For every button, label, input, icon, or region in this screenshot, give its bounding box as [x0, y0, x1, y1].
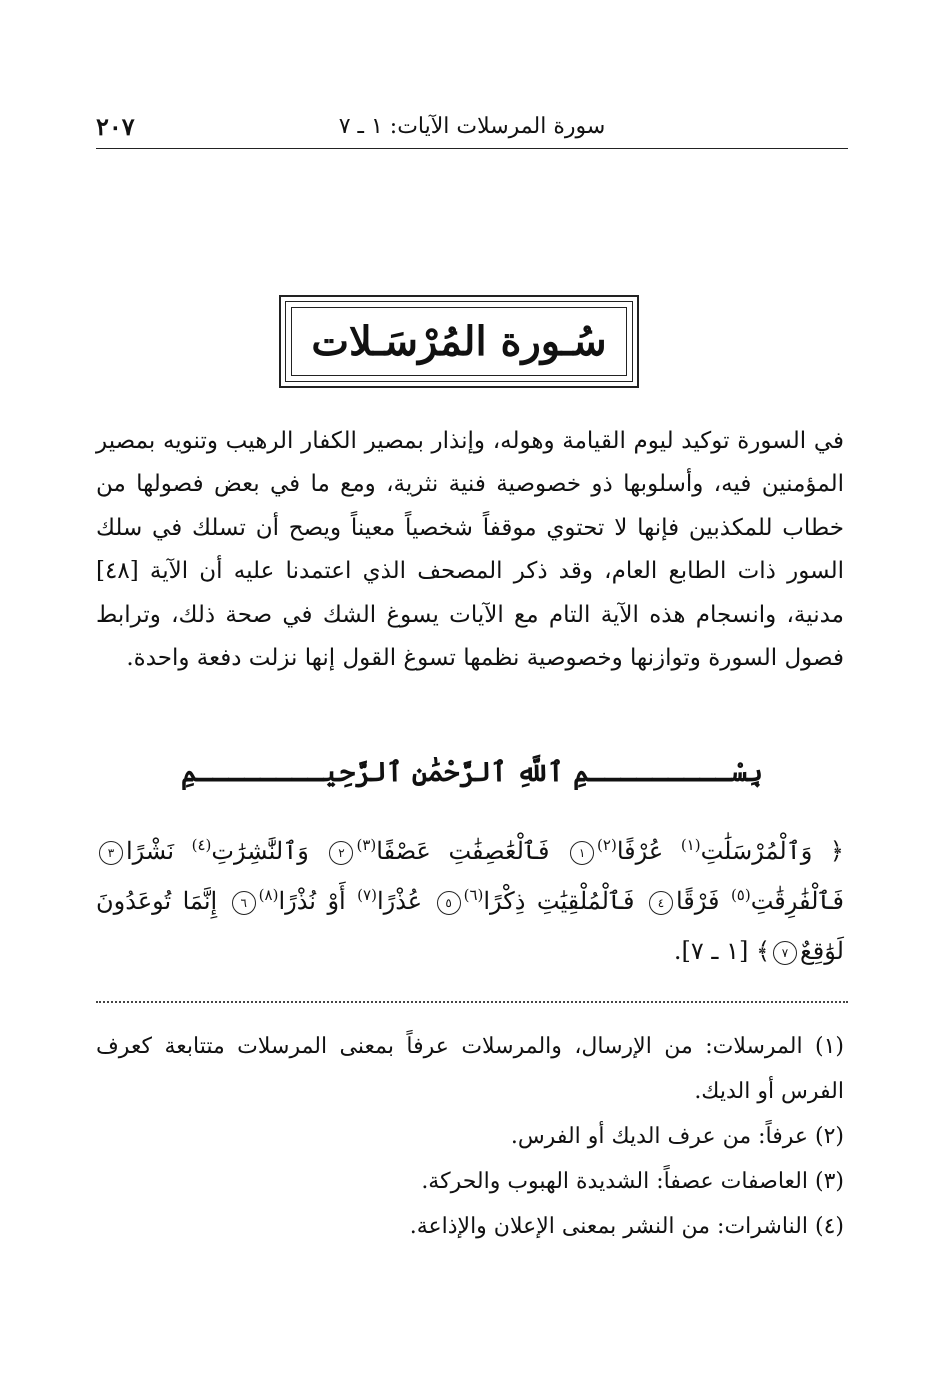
surah-title-frame: [279, 295, 639, 388]
footnotes: [96, 1024, 844, 1249]
footnote-2: (٢) عرفاً: من عرف الديك أو الفرس.: [510, 1124, 844, 1149]
ayah-number-marker: ٧: [773, 941, 797, 965]
header-rule: [96, 148, 848, 149]
ayah-number-marker: ٤: [649, 891, 673, 915]
running-title: سورة المرسلات الآيات: ١ ـ ٧: [338, 114, 606, 139]
verse-text: فَٱلْفَٰرِقَٰتِ: [750, 887, 844, 915]
surah-title: سُـورة المُرْسَـلات: [311, 318, 607, 365]
verse-text: عُرْفًا: [616, 837, 664, 865]
verse-text: نَشْرًا: [126, 837, 174, 865]
verse-text: فَرْقًا: [675, 887, 720, 915]
footnote-divider: [96, 1001, 848, 1003]
verse-text: عُذْرًا: [376, 887, 423, 915]
footnote-ref: (٦): [463, 886, 484, 904]
footnote-ref: (٧): [357, 886, 377, 904]
verse-text: فَٱلْمُلْقِيَٰتِ ذِكْرًا: [483, 887, 635, 915]
ayah-number-marker: ٥: [437, 891, 461, 915]
intro-paragraph: في السورة توكيد ليوم القيامة وهوله، وإنذار بمصير الكفار الرهيب وتنويه بمصير المؤمنين فيه، وأسلوبها ذو خصوصية فنية نثرية، ومع ما في بعض فصولها من خطاب للمكذبين فإنها لا تحتوي موقفاً شخصياً معيناً ويصح أن تسلك في سلك السور ذات الطابع العام، وقد ذكر المصحف الذي اعتمدنا عليه أن الآية [٤٨] مدنية، وانسجام هذه الآية التام مع الآيات يسوغ الشك في صحة ذلك، وترابط فصول السورة وتوازنها وخصوصية نظمها تسوغ القول إنها نزلت دفعة واحدة.: [96, 428, 844, 672]
footnote-4: (٤) الناشرات: من النشر بمعنى الإعلان والإذاعة.: [409, 1214, 844, 1239]
verse-citation: [١ ـ ٧].: [673, 937, 749, 965]
ayah-number-marker: ٣: [99, 841, 123, 865]
verses-block: [96, 826, 844, 976]
footnote-ref: (٨): [258, 886, 279, 904]
close-bracket: ﴾: [755, 937, 771, 965]
verse-text: وَٱلْمُرْسَلَٰتِ: [700, 837, 813, 865]
ayah-number-marker: ٢: [329, 841, 353, 865]
footnote-ref: (٢): [597, 836, 617, 854]
footnote-ref: (٥): [730, 886, 751, 904]
footnote-ref: (٤): [191, 836, 212, 854]
page-number: ٢٠٧: [96, 112, 135, 141]
ayah-number-marker: ١: [570, 841, 594, 865]
footnote-3: (٣) العاصفات عصفاً: الشديدة الهبوب والحركة.: [421, 1169, 844, 1194]
open-bracket: ﴿: [829, 837, 844, 865]
verse-text: فَٱلْعَٰصِفَٰتِ عَصْفًا: [376, 837, 550, 865]
basmala: بِسْـــــــــمِ ٱللَّهِ ٱلرَّحْمَٰنِ ٱلرَّحِيــــــــمِ: [181, 757, 763, 788]
verse-text: وَٱلنَّٰشِرَٰتِ: [211, 837, 309, 865]
footnote-1: (١) المرسلات: من الإرسال، والمرسلات عرفاً بمعنى المرسلات متتابعة كعرف الفرس أو الديك.: [96, 1034, 844, 1104]
verse-text: إِنَّمَا تُوعَدُونَ لَوَٰقِعٌ: [96, 887, 844, 965]
running-header: [96, 108, 848, 146]
frame-content: [291, 307, 627, 376]
verse-text: أَوْ نُذْرًا: [278, 887, 346, 915]
ayah-number-marker: ٦: [232, 891, 256, 915]
footnote-ref: (٣): [356, 836, 377, 854]
footnote-ref: (١): [680, 836, 701, 854]
